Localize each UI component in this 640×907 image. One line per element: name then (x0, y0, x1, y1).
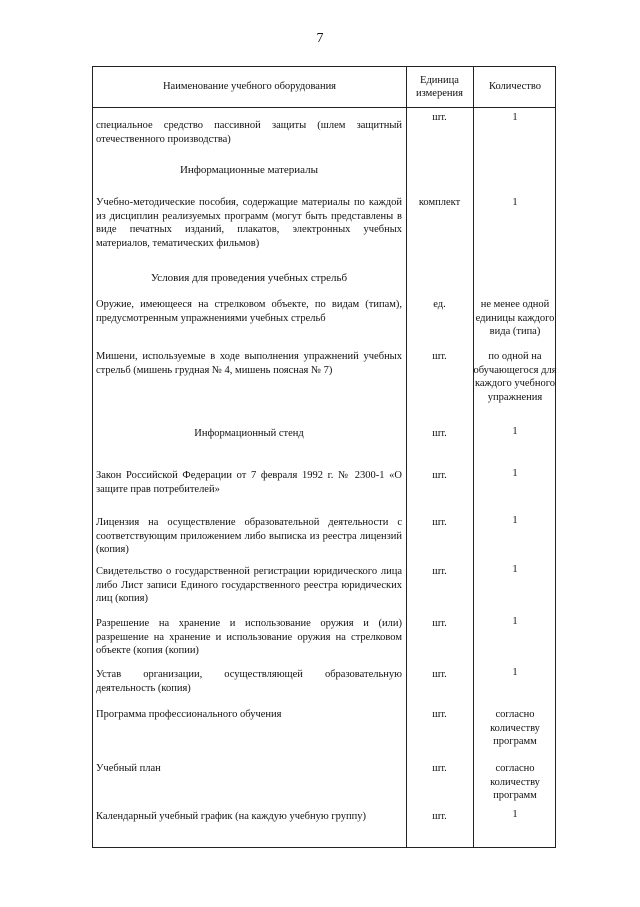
row-quantity: 1 (512, 564, 518, 575)
row-quantity: согласно количеству программ (490, 763, 540, 801)
row-name: Устав организации, осуществляющей образовательную деятельность (копия) (96, 669, 402, 694)
section-heading: Информационные материалы (179, 164, 319, 176)
section-heading: Условия для проведения учебных стрельб (150, 272, 348, 284)
row-name: Разрешение на хранение и использование оружия и (или) разрешение на хранение и использование оружия на стрелковом объекте (копия (копии) (96, 618, 402, 656)
row-quantity: 1 (512, 426, 518, 437)
row-unit: шт. (432, 428, 447, 439)
row-name: Программа профессионального обучения (96, 709, 282, 720)
row-unit: шт. (432, 351, 447, 362)
row-name: Учебно-методические пособия, содержащие материалы по каждой из дисциплин реализуемых программ (могут быть представлены в виде печатных изданий, плакатов, электронных учебных материалов, тематических фильмов) (96, 197, 402, 249)
row-unit: шт. (432, 709, 447, 720)
row-unit: ед. (433, 299, 446, 310)
row-unit: шт. (432, 566, 447, 577)
row-unit: шт. (432, 618, 447, 629)
header-quantity: Количество (488, 81, 542, 93)
row-unit: комплект (418, 197, 461, 208)
row-quantity: 1 (512, 809, 518, 820)
row-quantity: 1 (512, 616, 518, 627)
page-number: 7 (316, 31, 324, 46)
row-name: Оружие, имеющееся на стрелковом объекте, по видам (типам), предусмотренным упражнениями учебных стрельб (96, 299, 402, 324)
row-name: Закон Российской Федерации от 7 февраля 1992 г. № 2300-1 «О защите прав потребителей» (96, 470, 402, 495)
row-name: Информационный стенд (194, 428, 304, 439)
row-unit: шт. (432, 517, 447, 528)
row-quantity: по одной на обучающегося для каждого учебного упражнения (473, 351, 557, 403)
column-divider (406, 67, 407, 847)
row-unit: шт. (432, 811, 447, 822)
row-quantity: 1 (512, 468, 518, 479)
row-quantity: 1 (512, 112, 518, 123)
row-quantity: не менее одной единицы каждого вида (типа) (475, 299, 555, 337)
equipment-table (92, 66, 556, 848)
row-unit: шт. (432, 669, 447, 680)
row-quantity: 1 (512, 667, 518, 678)
row-unit: шт. (432, 470, 447, 481)
row-quantity: согласно количеству программ (490, 709, 540, 747)
row-unit: шт. (432, 763, 447, 774)
row-quantity: 1 (512, 197, 518, 208)
row-quantity: 1 (512, 515, 518, 526)
row-name: Мишени, используемые в ходе выполнения упражнений учебных стрельб (мишень грудная № 4, мишень поясная № 7) (96, 351, 402, 376)
row-name: специальное средство пассивной защиты (шлем защитный отечественного производства) (96, 120, 402, 145)
row-name: Календарный учебный график (на каждую учебную группу) (96, 811, 366, 822)
header-equipment-name: Наименование учебного оборудования (162, 81, 337, 93)
header-divider (93, 107, 555, 108)
row-name: Учебный план (96, 763, 161, 774)
header-unit: Единица измерения (416, 74, 463, 99)
row-name: Лицензия на осуществление образовательной деятельности с соответствующим приложением либо выписка из реестра лицензий (копия) (96, 517, 402, 555)
row-name: Свидетельство о государственной регистрации юридического лица либо Лист записи Единого государственного реестра юридических лиц (копия) (96, 566, 402, 604)
row-unit: шт. (432, 112, 447, 123)
